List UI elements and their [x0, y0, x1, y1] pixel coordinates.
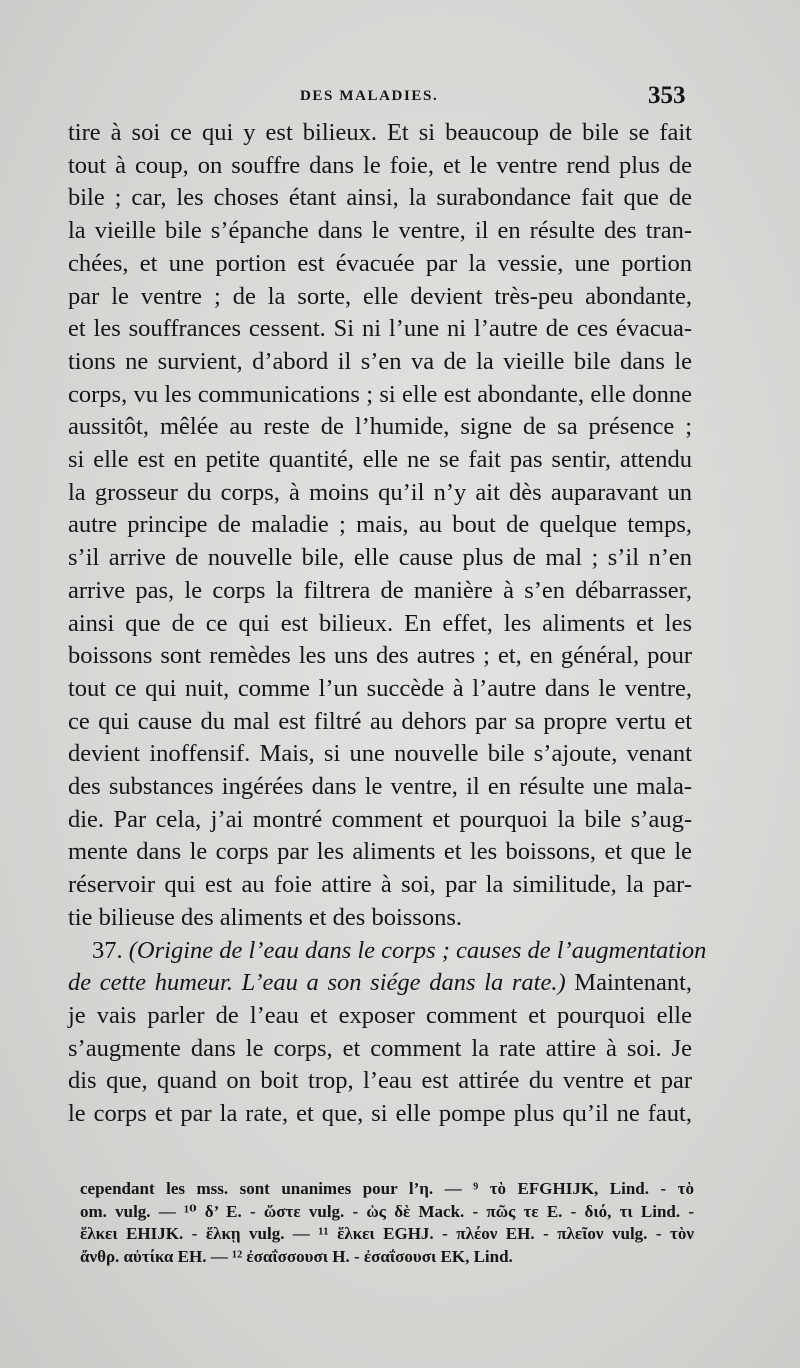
text-line: réservoir qui est au foie attire à soi, par la similitude, la par- [68, 871, 692, 899]
footnotes [80, 1178, 694, 1268]
section-number: 37. [92, 936, 123, 964]
text-line: si elle est en petite quantité, elle ne se fait pas sentir, attendu [68, 446, 692, 474]
text-line: dis que, quand on boit trop, l’eau est attirée du ventre et par [68, 1067, 692, 1095]
section-text-start: Maintenant, [565, 969, 692, 997]
text-line: par le ventre ; de la sorte, elle devient très-peu abondante, [68, 282, 692, 310]
text-line: tie bilieuse des aliments et des boissons. [68, 903, 462, 931]
text-line: ainsi que de ce qui est bilieux. En effet, les aliments et les [68, 609, 692, 637]
page-number: 353 [648, 82, 686, 109]
text-line: bile ; car, les choses étant ainsi, la surabondance fait que de [68, 184, 692, 212]
page-header [0, 80, 800, 114]
text-line: et les souffrances cessent. Si ni l’une ni l’autre de ces évacua- [68, 315, 692, 343]
text-line: le corps et par la rate, et que, si elle pompe plus qu’il ne faut, [68, 1100, 692, 1128]
text-line: s’augmente dans le corps, et comment la rate attire à soi. Je [68, 1034, 692, 1062]
text-line: boissons sont remèdes les uns des autres ; et, en général, pour [68, 642, 692, 670]
footnote-line: cependant les mss. sont unanimes pour l’η. — ⁹ τὸ EFGHIJK, Lind. - τὸ [80, 1179, 694, 1198]
section-heading-line [68, 967, 692, 1000]
text-line: tire à soi ce qui y est bilieux. Et si beaucoup de bile se fait [68, 119, 692, 146]
footnote-line: ἕλκει EHIJK. - ἕλκῃ vulg. — ¹¹ ἕλκει EGHJ. - πλέον EH. - πλεῖον vulg. - τὸν [80, 1224, 694, 1243]
text-line: autre principe de maladie ; mais, au bout de quelque temps, [68, 511, 692, 539]
text-line: tions ne survient, d’abord il s’en va de la vieille bile dans le [68, 347, 692, 375]
text-line: aussitôt, mêlée au reste de l’humide, signe de sa présence ; [68, 413, 692, 441]
text-line: tout ce qui nuit, comme l’un succède à l’autre dans le ventre, [68, 674, 692, 702]
text-line: je vais parler de l’eau et exposer comment et pourquoi elle [68, 1001, 692, 1029]
footnote-line: om. vulg. — ¹⁰ δ’ E. - ὥστε vulg. - ὡς δὲ Mack. - πῶς τε E. - διό, τι Lind. - [80, 1201, 694, 1221]
text-line: mente dans le corps par les aliments et les boissons, et que le [68, 838, 692, 866]
section-heading-line [68, 935, 707, 968]
text-line: s’il arrive de nouvelle bile, elle cause plus de mal ; s’il n’en [68, 544, 692, 572]
section-title-part-2: de cette humeur. L’eau a son siége dans la rate.) [68, 969, 566, 997]
text-line: devient inoffensif. Mais, si une nouvelle bile s’ajoute, venant [68, 740, 692, 768]
section-title-part-1: (Origine de l’eau dans le corps ; causes de l’augmentation [128, 936, 707, 964]
text-line: tout à coup, on souffre dans le foie, et le ventre rend plus de [68, 151, 692, 179]
footnote-line: ἄνθρ. αὐτίκα EH. — ¹² ἐσαΐσσουσι H. - ἐσαΐσουσι EK, Lind. [80, 1246, 513, 1266]
text-line: die. Par cela, j’ai montré comment et pourquoi la bile s’aug- [68, 805, 692, 833]
text-line: chées, et une portion est évacuée par la vessie, une portion [68, 249, 692, 277]
running-title: DES MALADIES. [300, 88, 439, 104]
text-line: la grosseur du corps, à moins qu’il n’y ait dès auparavant un [68, 478, 692, 506]
text-line: ce qui cause du mal est filtré au dehors par sa propre vertu et [68, 707, 692, 735]
text-line: corps, vu les communications ; si elle est abondante, elle donne [68, 380, 692, 408]
main-text [68, 117, 707, 1131]
text-line: des substances ingérées dans le ventre, il en résulte une mala- [68, 773, 692, 801]
text-line: arrive pas, le corps la filtrera de manière à s’en débarrasser, [68, 576, 692, 604]
text-line: la vieille bile s’épanche dans le ventre, il en résulte des tran- [68, 217, 692, 245]
